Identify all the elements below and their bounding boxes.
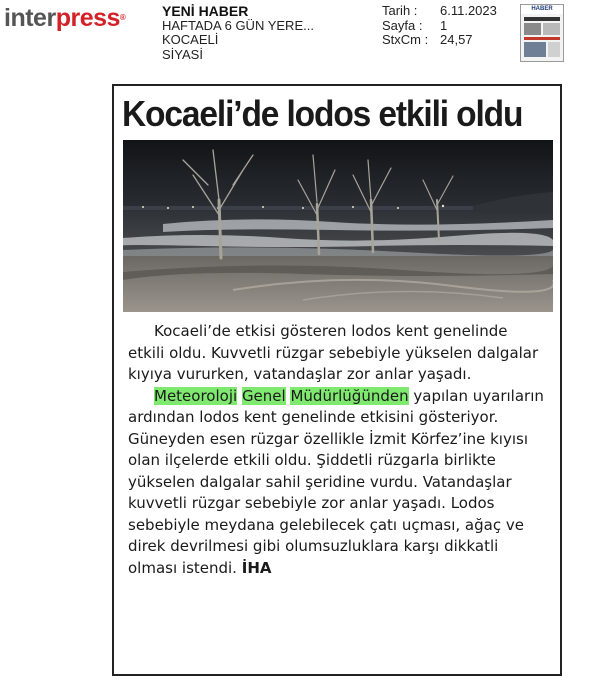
stat-row-stxcm [382, 33, 497, 48]
stat-label: StxCm : [382, 32, 429, 47]
logo-registered-mark: ® [119, 13, 126, 22]
article-paragraph-2-text: yapılan uyarıların ardından lodos kent genelinde etkisini gösteriyor. Güneyden esen rüzgar özellikle İzmit Körfez’ine kıyısı olan ilçelerde etkili oldu. Şiddetli rüzgarla birlikte yükselen dalgalar sahil şeridine vurdu. Vatandaşlar kuvvetli rüzgar sebebiyle zor anlar yaşadı. Lodos sebebiyle meydana gelebilecek çatı uçması, ağaç ve direk devrilmesi gibi olumsuzluklara karşı dikkatli olması istendi. [128, 386, 544, 577]
stat-row-date [382, 4, 497, 19]
logo-text-inter: inter [4, 4, 56, 32]
clipping-stats [382, 4, 497, 48]
article-signature: İHA [241, 558, 272, 577]
publication-meta [162, 4, 314, 62]
publication-name: YENİ HABER [162, 3, 249, 19]
stat-row-page [382, 19, 497, 34]
thumbnail-block [543, 23, 560, 35]
article-clipping [112, 84, 562, 676]
article-body [128, 321, 548, 579]
article-paragraph-1: Kocaeli’de etkisi gösteren lodos kent genelinde etkili oldu. Kuvvetli rüzgar sebebiyle yükselen dalgalar kıyıya vururken, vatandaşlar zor anlar yaşadı. [128, 322, 539, 383]
thumbnail-block [524, 42, 546, 57]
stat-value: 1 [440, 17, 448, 33]
highlighted-keyword: Meteoroloji [154, 386, 238, 405]
thumbnail-masthead: HABER [521, 5, 563, 14]
stat-value: 24,57 [440, 32, 473, 47]
stat-label: Tarih : [382, 3, 418, 18]
interpress-logo [4, 4, 125, 32]
article-photo [123, 140, 553, 312]
highlighted-keyword: Genel [241, 386, 286, 405]
thumbnail-block [524, 17, 560, 21]
stat-label: Sayfa : [382, 17, 423, 33]
thumbnail-block [524, 37, 560, 40]
publication-frequency: HAFTADA 6 GÜN YERE... [162, 17, 314, 33]
publication-region: KOCAELİ [162, 32, 219, 47]
highlighted-keyword: Müdürlüğünden [290, 386, 409, 405]
newspaper-page-thumbnail[interactable] [520, 4, 564, 62]
thumbnail-block [548, 42, 560, 57]
article-paragraph-2 [128, 386, 548, 580]
logo-text-press: press [55, 4, 120, 32]
stat-value: 6.11.2023 [440, 3, 497, 18]
thumbnail-block [524, 23, 541, 35]
article-headline: Kocaeli’de lodos etkili oldu [122, 93, 523, 134]
stormy-shore-night-photo [123, 140, 553, 312]
publication-section: SİYASİ [162, 46, 203, 62]
